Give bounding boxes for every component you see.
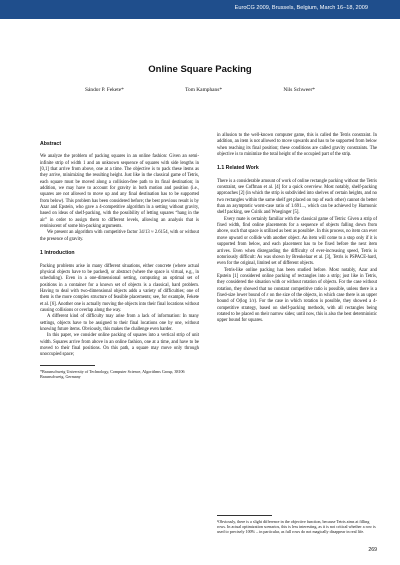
author: Tom Kamphans* — [185, 87, 223, 93]
body-paragraph: A different kind of difficulty may arise from a lack of information: In many settings, objects have to be assigned to their final locations one by one, without knowing future items. Obviously, this makes the challenge even harder. — [40, 314, 199, 332]
page-number: 269 — [368, 547, 377, 553]
footnote-divider — [217, 515, 272, 516]
body-paragraph: Every mate is certainly familiar with the classical game of Tetris: Given a strip of fixed width, find online placements for a sequence of objects falling down from above, such that space is utilized as best as possible¹. In this process, no item can ever move upward or collide with another object. An item will come to a stop only if it is supported from below, and each placement has to be fixed before the next item arrives. Even when disregarding the difficulty of ever-increasing speed, Tetris is notoriously difficult: As was shown by Breukelaar et al. [3], Tetris is PSPACE-hard, even for the original, limited set of different objects. — [217, 216, 377, 267]
conference-header: EuroCG 2009, Brussels, Belgium, March 16–18, 2009 — [234, 5, 368, 11]
footnote-divider — [40, 365, 95, 366]
tetris-footnote — [217, 515, 377, 535]
left-column — [40, 141, 199, 379]
right-column — [217, 133, 377, 325]
abstract-paragraph: We present an algorithm with competitive factor 34/13 ≈ 2.6154, with or without the presence of gravity. — [40, 230, 199, 242]
author-list — [85, 87, 315, 93]
affiliation-footnote: *Braunschweig University of Technology, Computer Science, Algorithms Group, 38106 Braunschweig, Germany — [40, 368, 185, 379]
body-paragraph: Tetris-like online packing has been studied before. Most notably, Azar and Epstein [1] considered online packing of rectangles into a strip; just like in Tetris, they considered the situation with or without rotation of objects. For the case without rotation, they showed that no constant competitive ratio is possible, unless there is a fixed-size lower bound of ε on the size of the objects, in which case there is an upper bound of O(log 1/ε). For the case in which rotation is possible, they showed a 4-competitive strategy, based on shelf-packing methods, with all rectangles being rotated to be placed on their narrow sides; until now, this is also the best deterministic upper bound for squares. — [217, 267, 377, 324]
abstract-paragraph: We analyze the problem of packing squares in an online fashion: Given an semi-infinite strip of width 1 and an unknown sequence of squares with side lengths in [0,1] that arrive from above, one at a time. The objective is to pack these items as they arrive, minimizing the resulting height. Just like in the classical game of Tetris, each square must be moved along a collision-free path to its final destination; in addition, we may have to account for gravity in both motion and position (i.e., squares are not allowed to move up and any final destination has to be supported from below). This problem has been considered before; the best previous result is by Azar and Epstein, who gave a 4-competitive algorithm in a setting without gravity, based on ideas of shelf-packing, with the possibility of letting squares “hang in the air” in order to assign them to different levels, allowing an analysis that is reminiscent of some bin-packing arguments. — [40, 154, 199, 230]
subsection-heading: 1.1 Related Work — [217, 165, 259, 172]
paper-title: Online Square Packing — [148, 64, 252, 75]
body-paragraph: In this paper, we consider online packing of squares into a vertical strip of unit width. Squares arrive from above in an online fashion, one at a time, and have to be moved to their final positions. On this path, a square may move only through unoccupied space; — [40, 333, 199, 358]
section-heading: 1 Introduction — [40, 250, 75, 257]
footnote-text: ¹Obviously, there is a slight difference in the objective function, because Tetris aims at filling rows. In actual optimization scenarios, this is less interesting, as it is not critical whether a row is used to precisely 100% – in particular, as full rows do not magically disappear in real life. — [217, 519, 376, 535]
body-paragraph: Packing problems arise in many different situations, either concrete (where actual physical objects have to be packed), or abstract (where the space is virtual, e.g., in scheduling). Even in a one-dimensional setting, computing an optimal set of positions in a container for a known set of objects is a classical, hard problem. Having to deal with two-dimensional objects adds a variety of difficulties; one of them is the more complex structure of feasible placements; see, for example, Fekete et al. [6]. Another one is actually moving the objects into their final locations without causing collisions or overlap along the way. — [40, 263, 199, 313]
body-paragraph: There is a considerable amount of work of online rectangle packing without the Tetris constraint, see Coffman et al. [4] for a quick overview. Most notably, shelf-packing approaches [2] (in which the strip is subdivided into shelves of certain heights, and no two rectangles within the same shelf get placed on top of each other) cannot do better than an asymptotic worst-case ratio of 1.691..., which can be achieved by Harmonic shelf packing, see Csirik and Woeginger [5]. — [217, 178, 377, 216]
body-paragraph: in allusion to the well-known computer game, this is called the Tetris constraint. In addition, an item is not allowed to move upwards and has to be supported from below when reaching its final position; these conditions are called gravity constraints. The objective is to minimize the total height of the occupied part of the strip. — [217, 133, 377, 158]
conference-header-bar — [0, 0, 400, 19]
author: Sándor P. Fekete* — [85, 87, 124, 93]
author: Nils Schweer* — [283, 87, 315, 93]
abstract-heading: Abstract — [40, 141, 62, 147]
